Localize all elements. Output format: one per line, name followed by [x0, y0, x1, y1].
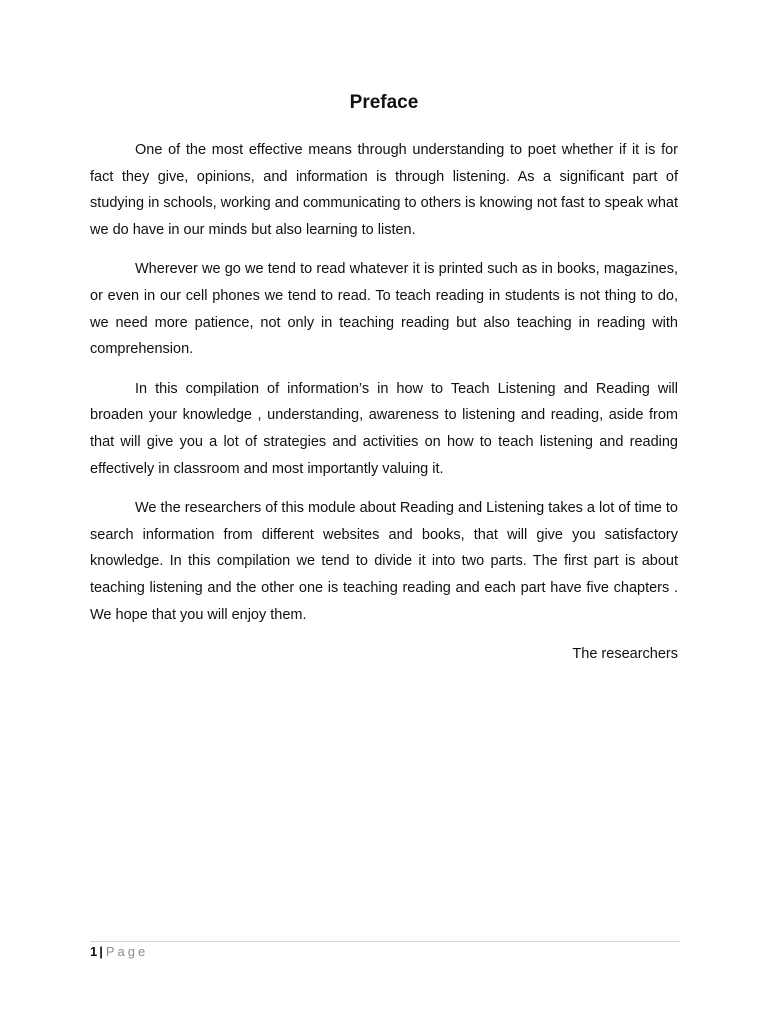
page-label: Page [105, 944, 149, 959]
page-title: Preface [349, 92, 419, 113]
page-number: 1 [90, 944, 98, 959]
paragraph-1: One of the most effective means through understanding to poet whether if it is for fact they give, opinions, and information is through listening. As a significant part of studying in schools, working and communicating to others is knowing not fast to speak what we do have in our minds but also learning to listen. [90, 142, 678, 238]
paragraph-2: Wherever we go we tend to read whatever it is printed such as in books, magazines, or even in our cell phones we tend to read. To teach reading in students is not thing to do, we need more patience, not only in teaching reading but also teaching in reading with comprehension. [90, 261, 678, 358]
signature: The researchers [572, 646, 678, 663]
paragraph-3: In this compilation of information’s in how to Teach Listening and Reading will broaden your knowledge , understanding, awareness to listening and reading, aside from that will give you a lot of strategies and activities on how to teach listening and reading effectively in classroom and most importantly valuing it. [90, 380, 678, 477]
document-body [90, 137, 678, 668]
paragraph-4: We the researchers of this module about Reading and Listening takes a lot of time to search information from different websites and books, that will give you satisfactory knowledge. In this compilation we tend to divide it into two parts. The first part is about teaching listening and the other one is teaching reading and each part have five chapters . We hope that you will enjoy them. [90, 500, 678, 623]
page-separator: | [99, 944, 103, 959]
page-footer [90, 941, 680, 959]
